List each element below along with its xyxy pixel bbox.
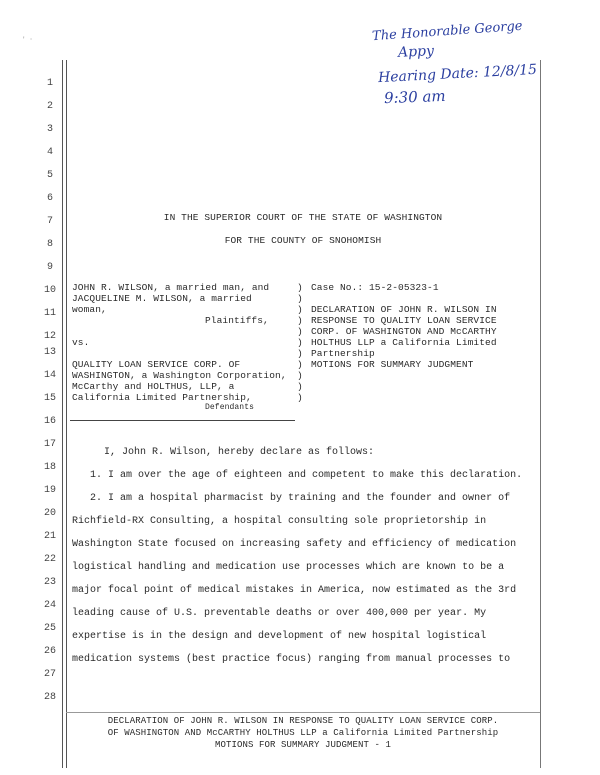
- line-number: 28: [43, 692, 56, 703]
- document-title-line-4: HOLTHUS LLP a California Limited: [311, 337, 497, 348]
- case-number: Case No.: 15-2-05323-1: [311, 282, 439, 293]
- defendant-line-1: QUALITY LOAN SERVICE CORP. OF: [72, 359, 241, 370]
- right-margin-rule: [540, 60, 541, 768]
- line-number: 24: [43, 600, 56, 611]
- paragraph-2-line-4: logistical handling and medication use processes which are known to be a: [72, 562, 505, 573]
- court-name: IN THE SUPERIOR COURT OF THE STATE OF WASHINGTON: [163, 212, 443, 223]
- footer-line-3: MOTIONS FOR SUMMARY JUDGMENT - 1: [214, 740, 392, 750]
- line-number: 25: [43, 623, 56, 634]
- footer-line-1: DECLARATION OF JOHN R. WILSON IN RESPONSE TO QUALITY LOAN SERVICE CORP.: [107, 716, 499, 726]
- court-county: FOR THE COUNTY OF SNOHOMISH: [224, 235, 382, 246]
- document-title-line-5: Partnership: [311, 348, 375, 359]
- line-number: 16: [43, 416, 56, 427]
- handwritten-appy: Appy: [397, 43, 435, 61]
- line-number: 2: [46, 101, 53, 112]
- defendant-line-3: McCarthy and HOLTHUS, LLP, a: [72, 381, 235, 392]
- line-number: 4: [46, 147, 53, 158]
- line-number: 23: [43, 577, 56, 588]
- paragraph-2-line-6: leading cause of U.S. preventable deaths or over 400,000 per year. My: [72, 608, 487, 619]
- plaintiff-line-3: woman,: [72, 304, 107, 315]
- paragraph-2-line-5: major focal point of medical mistakes in America, now estimated as the 3rd: [72, 585, 517, 596]
- line-number: 15: [43, 393, 56, 404]
- handwritten-time: 9:30 am: [383, 86, 446, 108]
- declaration-intro: I, John R. Wilson, hereby declare as follows:: [104, 447, 375, 458]
- versus: vs.: [72, 337, 90, 348]
- left-margin-rule-inner: [66, 60, 67, 768]
- caption-parens: ) ) ) ) ) ) ) ) ) ) ): [297, 282, 303, 403]
- corner-mark: ' ·: [22, 36, 33, 43]
- line-number: 1: [46, 78, 53, 89]
- defendant-line-4: California Limited Partnership,: [72, 392, 252, 403]
- line-number: 5: [46, 170, 53, 181]
- line-number: 13: [43, 347, 56, 358]
- left-margin-rule: [62, 60, 63, 768]
- paragraph-2-line-1: 2. I am a hospital pharmacist by training and the founder and owner of: [90, 493, 511, 504]
- line-number: 26: [43, 646, 56, 657]
- line-number: 11: [43, 308, 56, 319]
- caption-underline: [70, 420, 295, 421]
- line-number: 3: [46, 124, 53, 135]
- line-number: 21: [43, 531, 56, 542]
- handwritten-hearing-date: Hearing Date: 12/8/15: [377, 61, 538, 87]
- line-number: 17: [43, 439, 56, 450]
- footer-rule: [66, 712, 540, 713]
- document-title-line-2: RESPONSE TO QUALITY LOAN SERVICE: [311, 315, 497, 326]
- paragraph-2-line-3: Washington State focused on increasing safety and efficiency of medication: [72, 539, 517, 550]
- defendant-line-2: WASHINGTON, a Washington Corporation,: [72, 370, 287, 381]
- plaintiffs-label: Plaintiffs,: [205, 315, 269, 326]
- line-number: 20: [43, 508, 56, 519]
- line-number: 22: [43, 554, 56, 565]
- document-title-line-1: DECLARATION OF JOHN R. WILSON IN: [311, 304, 497, 315]
- line-number: 27: [43, 669, 56, 680]
- line-number: 10: [43, 285, 56, 296]
- defendants-label: Defendants: [205, 403, 255, 412]
- footer-line-2: OF WASHINGTON AND McCARTHY HOLTHUS LLP a California Limited Partnership: [107, 728, 499, 738]
- document-title-line-3: CORP. OF WASHINGTON AND McCARTHY: [311, 326, 497, 337]
- paragraph-2-line-2: Richfield-RX Consulting, a hospital consulting sole proprietorship in: [72, 516, 487, 527]
- line-number: 7: [46, 216, 53, 227]
- line-number: 8: [46, 239, 53, 250]
- line-number: 12: [43, 331, 56, 342]
- line-number: 19: [43, 485, 56, 496]
- paragraph-2-line-7: expertise is in the design and development of new hospital logistical: [72, 631, 487, 642]
- document-title-line-6: MOTIONS FOR SUMMARY JUDGMENT: [311, 359, 474, 370]
- plaintiff-line-1: JOHN R. WILSON, a married man, and: [72, 282, 270, 293]
- line-number: 6: [46, 193, 53, 204]
- line-number: 9: [46, 262, 53, 273]
- line-number: 18: [43, 462, 56, 473]
- line-number: 14: [43, 370, 56, 381]
- paragraph-2-line-8: medication systems (best practice focus) ranging from manual processes to: [72, 654, 511, 665]
- handwritten-judge-note: The Honorable George: [371, 18, 523, 45]
- plaintiff-line-2: JACQUELINE M. WILSON, a married: [72, 293, 252, 304]
- paragraph-1: 1. I am over the age of eighteen and competent to make this declaration.: [90, 470, 523, 481]
